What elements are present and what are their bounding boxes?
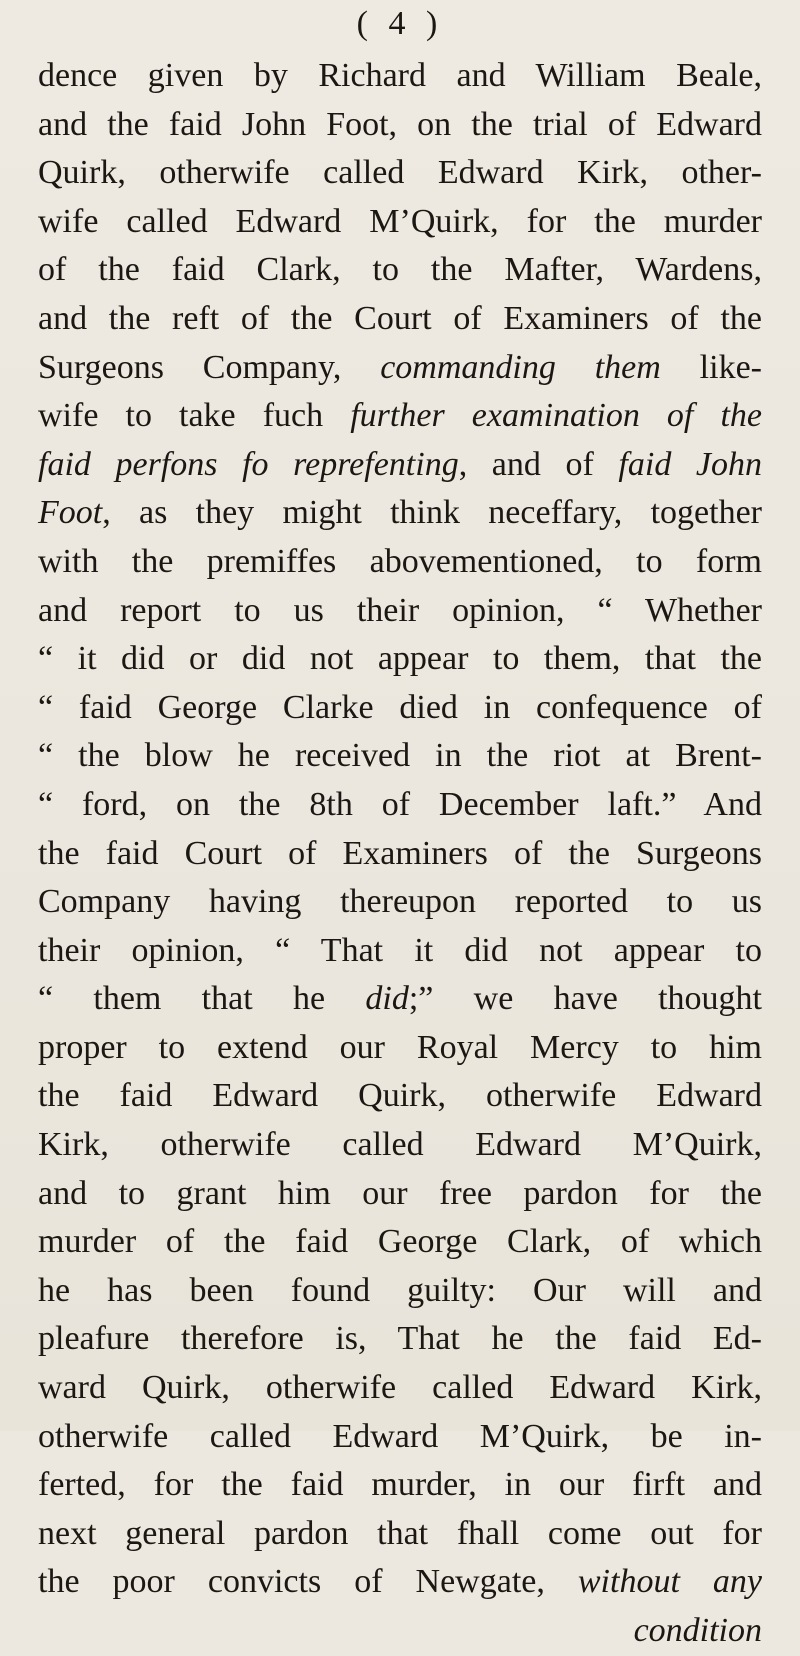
italic-text: Foot [38, 494, 103, 532]
text-segment: Company having thereupon reported to us [38, 883, 762, 921]
text-line [38, 441, 762, 490]
text-segment: murder of the faid George Clark, of which [38, 1223, 762, 1261]
page-number: ( 4 ) [356, 5, 444, 42]
text-line [38, 587, 762, 636]
text-segment: the faid Court of Examiners of the Surgeons [38, 834, 762, 872]
text-line [38, 781, 762, 830]
text-segment: the poor convicts of Newgate, [38, 1563, 578, 1601]
text-segment: with the premiffes abovementioned, to form [38, 542, 762, 580]
text-segment: wife called Edward M’Quirk, for the murder [38, 202, 762, 240]
italic-text: further examination of the [350, 397, 762, 435]
text-line [38, 1315, 762, 1364]
text-line [38, 927, 762, 976]
text-segment: wife to take fuch [38, 397, 351, 435]
text-segment: ward Quirk, otherwife called Edward Kirk, [38, 1369, 762, 1407]
text-segment: ;” we have thought [408, 980, 762, 1018]
text-line [38, 198, 762, 247]
text-line [38, 732, 762, 781]
text-segment: “ ford, on the 8th of December laft.” And [38, 785, 762, 823]
text-segment: otherwife called Edward M’Quirk, be in- [38, 1417, 762, 1455]
text-line [38, 1267, 762, 1316]
text-segment: ferted, for the faid murder, in our firft and [38, 1466, 762, 1504]
text-segment: and report to us their opinion, “ Whether [38, 591, 762, 629]
text-line [38, 538, 762, 587]
italic-text: did [365, 980, 409, 1018]
text-segment: proper to extend our Royal Mercy to him [38, 1028, 762, 1066]
text-line [38, 489, 762, 538]
text-line [38, 1607, 762, 1656]
text-segment: and to grant him our free pardon for the [38, 1174, 762, 1212]
text-line [38, 101, 762, 150]
italic-text: commanding them [380, 348, 661, 386]
text-line [38, 1072, 762, 1121]
text-segment: and the reft of the Court of Examiners of the [38, 299, 762, 337]
text-segment: “ them that he [38, 980, 366, 1018]
text-segment: Kirk, otherwife called Edward M’Quirk, [38, 1126, 762, 1164]
text-line [38, 684, 762, 733]
text-segment: he has been found guilty: Our will and [38, 1271, 762, 1309]
text-line [38, 295, 762, 344]
text-line [38, 1218, 762, 1267]
text-line [38, 878, 762, 927]
text-line [38, 392, 762, 441]
text-line [38, 52, 762, 101]
body-text [38, 52, 762, 1656]
italic-text: condition [633, 1612, 762, 1649]
italic-text: faid perfons fo reprefenting [38, 445, 459, 483]
text-line [38, 1461, 762, 1510]
text-segment: Quirk, otherwife called Edward Kirk, other- [38, 154, 762, 192]
text-segment: , and of [458, 445, 619, 483]
text-segment: the faid Edward Quirk, otherwife Edward [38, 1077, 762, 1115]
text-segment: their opinion, “ That it did not appear to [38, 931, 762, 969]
text-line [38, 1558, 762, 1607]
text-segment: Surgeons Company, [38, 348, 381, 386]
italic-text: faid John [618, 445, 763, 483]
text-line [38, 1170, 762, 1219]
text-segment: like- [660, 348, 762, 386]
text-segment: “ faid George Clarke died in confequence of [38, 688, 762, 726]
text-segment: , as they might think neceffary, together [102, 494, 762, 532]
text-line [38, 1413, 762, 1462]
text-segment: of the faid Clark, to the Mafter, Wardens, [38, 251, 762, 289]
text-line [38, 830, 762, 879]
text-line [38, 344, 762, 393]
text-line [38, 149, 762, 198]
text-segment: next general pardon that fhall come out for [38, 1514, 762, 1552]
text-line [38, 635, 762, 684]
text-segment: and the faid John Foot, on the trial of Edward [38, 105, 762, 143]
text-line [38, 1024, 762, 1073]
text-line [38, 246, 762, 295]
text-line [38, 1121, 762, 1170]
italic-text: without any [577, 1563, 762, 1601]
text-segment: “ it did or did not appear to them, that the [38, 640, 762, 678]
text-segment: pleafure therefore is, That he the faid Ed- [38, 1320, 762, 1358]
text-segment: “ the blow he received in the riot at Brent- [38, 737, 762, 775]
text-segment: dence given by Richard and William Beale, [38, 57, 762, 94]
text-line [38, 975, 762, 1024]
text-line [38, 1510, 762, 1559]
text-line [38, 1364, 762, 1413]
